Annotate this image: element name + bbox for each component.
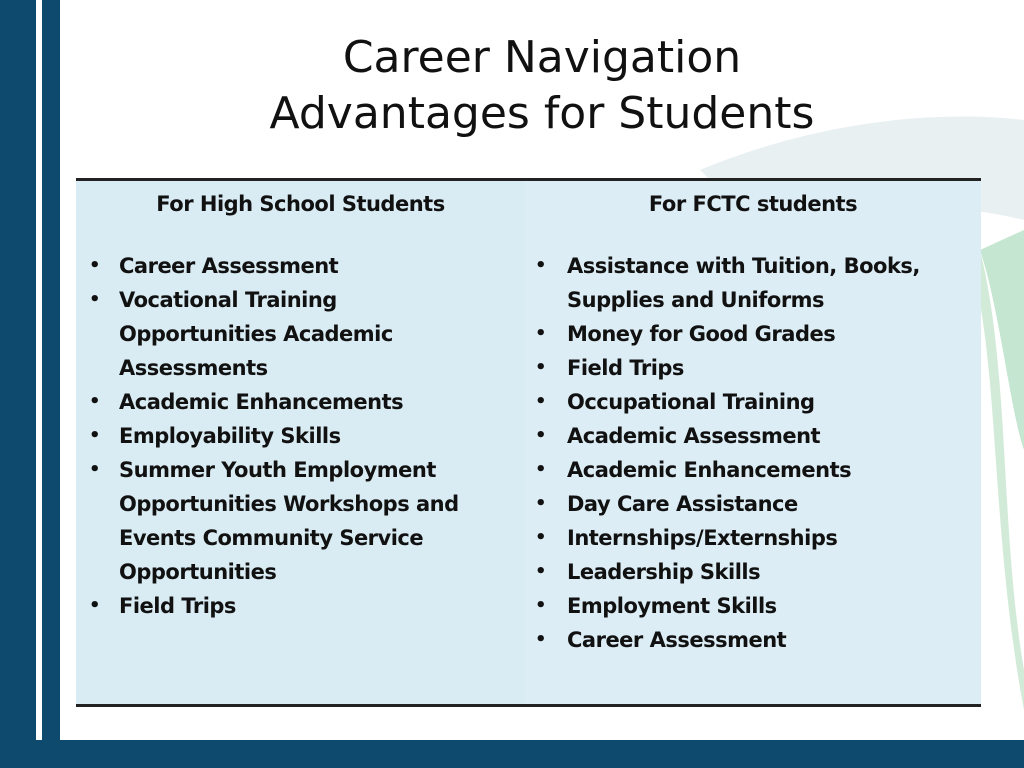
fctc-list — [525, 249, 981, 657]
bullet-icon: • — [535, 459, 547, 480]
list-item — [525, 385, 957, 419]
bullet-icon: • — [535, 493, 547, 514]
list-item-text: Career Assessment — [119, 254, 339, 278]
list-item-text: Summer Youth Employment Opportunities Workshops and Events Community Service Opportunities — [119, 458, 459, 584]
list-item-text: Vocational Training Opportunities Academic Assessments — [119, 288, 393, 380]
list-item-text: Leadership Skills — [567, 560, 761, 584]
list-item — [525, 317, 957, 351]
list-item-text: Day Care Assistance — [567, 492, 798, 516]
left-frame-inner — [42, 0, 60, 768]
list-item-text: Employability Skills — [119, 424, 341, 448]
list-item-text: Employment Skills — [567, 594, 777, 618]
high-school-list — [76, 249, 525, 623]
list-item-text: Assistance with Tuition, Books, Supplies and Uniforms — [567, 254, 920, 312]
bullet-icon: • — [535, 391, 547, 412]
list-item — [76, 249, 479, 283]
left-frame-outer — [0, 0, 36, 768]
list-item — [525, 555, 957, 589]
slide-title — [60, 30, 1024, 142]
list-item — [525, 623, 957, 657]
list-item-text: Academic Enhancements — [567, 458, 852, 482]
list-item-text: Career Assessment — [567, 628, 787, 652]
bullet-icon: • — [89, 255, 101, 276]
bullet-icon: • — [535, 425, 547, 446]
list-item-text: Academic Enhancements — [119, 390, 404, 414]
comparison-table — [76, 178, 981, 707]
list-item-text: Field Trips — [567, 356, 684, 380]
list-item-text: Occupational Training — [567, 390, 815, 414]
bullet-icon: • — [89, 595, 101, 616]
list-item — [525, 419, 957, 453]
list-item — [76, 385, 479, 419]
list-item — [76, 589, 479, 623]
bullet-icon: • — [89, 289, 101, 310]
bullet-icon: • — [89, 459, 101, 480]
list-item — [525, 351, 957, 385]
fctc-column — [525, 181, 981, 704]
list-item — [76, 419, 479, 453]
bullet-icon: • — [535, 595, 547, 616]
list-item — [525, 487, 957, 521]
list-item — [525, 589, 957, 623]
bullet-icon: • — [535, 255, 547, 276]
list-item-text: Field Trips — [119, 594, 236, 618]
list-item-text: Internships/Externships — [567, 526, 838, 550]
bullet-icon: • — [535, 357, 547, 378]
list-item — [525, 249, 957, 317]
list-item — [76, 283, 479, 385]
list-item — [76, 453, 479, 589]
bullet-icon: • — [535, 561, 547, 582]
bullet-icon: • — [89, 425, 101, 446]
list-item — [525, 521, 957, 555]
bullet-icon: • — [89, 391, 101, 412]
list-item — [525, 453, 957, 487]
bullet-icon: • — [535, 527, 547, 548]
high-school-column — [76, 181, 525, 704]
bottom-frame — [0, 740, 1024, 768]
column-header-fctc: For FCTC students — [648, 192, 858, 216]
bullet-icon: • — [535, 323, 547, 344]
list-item-text: Academic Assessment — [567, 424, 821, 448]
list-item-text: Money for Good Grades — [567, 322, 836, 346]
title-line-1: Career Navigation — [342, 32, 742, 83]
bullet-icon: • — [535, 629, 547, 650]
title-line-2: Advantages for Students — [269, 88, 815, 139]
column-header-high-school: For High School Students — [156, 192, 445, 216]
